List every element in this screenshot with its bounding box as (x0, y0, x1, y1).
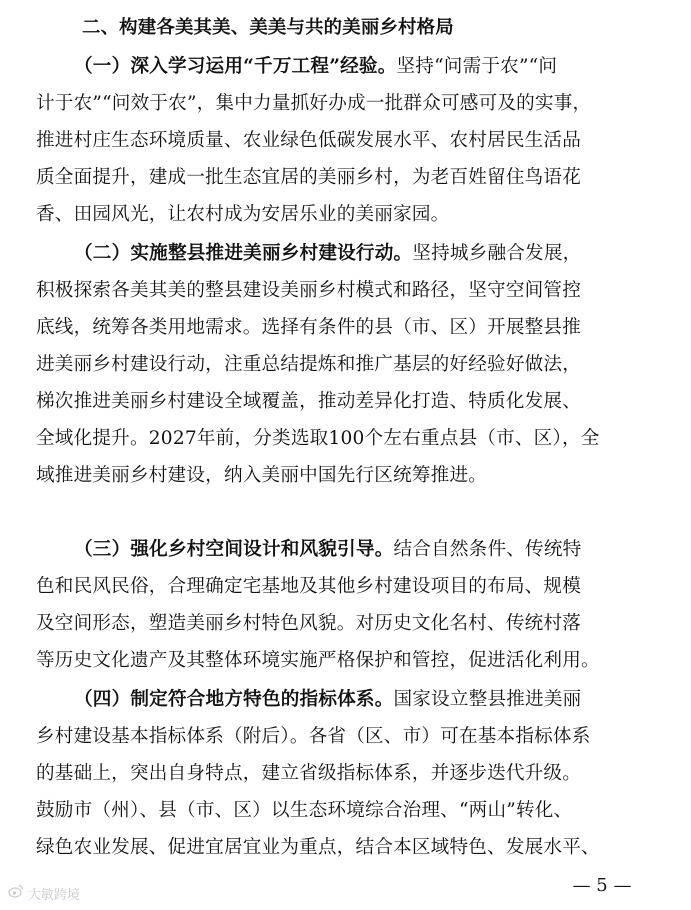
paragraph-2-line-6: 全域化提升。2027年前，分类选取100个左右重点县（市、区），全 (36, 428, 600, 449)
paragraph-4-line-5: 绿色农业发展、促进宜居宜业为重点，结合本区域特色、发展水平、 (36, 837, 600, 858)
paragraph-1-line-1 (74, 52, 656, 82)
paragraph-2-line-2: 积极探索各美其美的整县建设美丽乡村模式和路径，坚守空间管控 (36, 280, 582, 301)
paragraph-2-line-5: 梯次推进美丽乡村建设全域覆盖，推动差异化打造、特质化发展、 (36, 391, 582, 412)
paragraph-4-text: 国家设立整县推进美丽 (393, 689, 582, 710)
paragraph-3-line-1 (74, 535, 656, 565)
paragraph-3-line-2: 色和民风民俗，合理确定宅基地及其他乡村建设项目的布局、规模 (36, 576, 582, 597)
paragraph-4-line-1 (74, 685, 656, 715)
paragraph-4-line-4: 鼓励市（州）、县（市、区）以生态环境综合治理、“两山”转化、 (36, 800, 573, 821)
watermark-text: 大敏跨境 (28, 887, 81, 903)
paragraph-2-line-1 (74, 239, 656, 269)
paragraph-3-heading: （三）强化乡村空间设计和风貌引导。 (74, 539, 394, 560)
paragraph-2-heading: （二）实施整县推进美丽乡村建设行动。 (74, 243, 413, 264)
paragraph-3-line-3: 及空间形态，塑造美丽乡村特色风貌。对历史文化名村、传统村落 (36, 613, 582, 634)
paragraph-1-line-4: 质全面提升，建成一批生态宜居的美丽乡村，为老百姓留住鸟语花 (36, 167, 582, 188)
paragraph-4-heading: （四）制定符合地方特色的指标体系。 (74, 689, 394, 710)
paragraph-3-line-4: 等历史文化遗产及其整体环境实施严格保护和管控，促进活化利用。 (36, 650, 600, 671)
watermark (8, 883, 80, 903)
paragraph-1-line-2: 计于农”“问效于农”，集中力量抓好办成一批群众可感可及的实事， (36, 93, 592, 114)
section-title: 二、构建各美其美、美美与共的美丽乡村格局 (82, 17, 454, 38)
paragraph-3-text: 结合自然条件、传统特 (393, 539, 582, 560)
weibo-logo-icon (8, 883, 24, 903)
paragraph-4-line-3: 的基础上，突出自身特点，建立省级指标体系，并逐步迭代升级。 (36, 763, 582, 784)
paragraph-2-line-3: 底线，统筹各类用地需求。选择有条件的县（市、区）开展整县推 (36, 317, 582, 338)
paragraph-4-line-2: 乡村建设基本指标体系（附后）。各省（区、市）可在基本指标体系 (36, 726, 591, 747)
paragraph-2-line-4: 进美丽乡村建设行动，注重总结提炼和推广基层的好经验好做法， (36, 354, 582, 375)
paragraph-2-text: 坚持城乡融合发展， (412, 243, 582, 264)
paragraph-1-line-5: 香、田园风光，让农村成为安居乐业的美丽家园。 (36, 204, 450, 225)
paragraph-1-text: 坚持“问需于农”“问 (396, 56, 558, 77)
paragraph-2-line-7: 域推进美丽乡村建设，纳入美丽中国先行区统筹推进。 (36, 465, 488, 486)
paragraph-1-line-3: 推进村庄生态环境质量、农业绿色低碳发展水平、农村居民生活品 (36, 130, 582, 151)
page-number: — 5 — (572, 875, 632, 896)
paragraph-1-heading: （一）深入学习运用“千万工程”经验。 (74, 56, 397, 77)
page-footer (0, 871, 691, 901)
